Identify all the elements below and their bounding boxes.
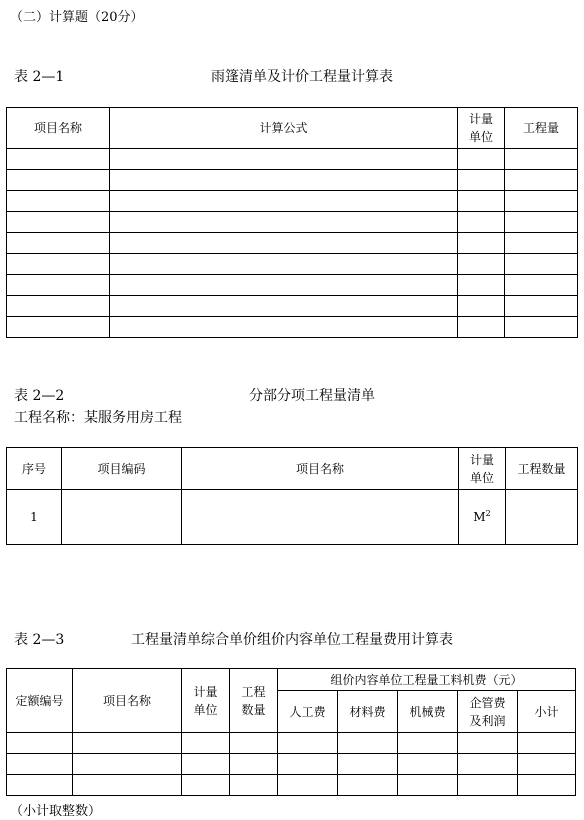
table-cell [518, 754, 576, 775]
table-cell [458, 212, 505, 233]
table2-cell-name [182, 490, 459, 545]
table-cell [398, 754, 458, 775]
table-cell [7, 254, 110, 275]
table-cell [7, 296, 110, 317]
section-title: （二）计算题（20分） [10, 10, 144, 25]
table3-header-row1 [7, 669, 576, 691]
table-cell [518, 775, 576, 796]
table-cell [182, 733, 230, 754]
table-cell [505, 170, 578, 191]
table-cell [278, 754, 338, 775]
table-cell [458, 775, 518, 796]
table-cell [338, 733, 398, 754]
table1-title: 雨篷清单及计价工程量计算表 [211, 69, 393, 85]
table-cell [458, 733, 518, 754]
table3 [6, 668, 576, 796]
table-cell [7, 233, 110, 254]
table2-cell-unit [459, 490, 506, 545]
table1-header-name: 项目名称 [7, 108, 110, 149]
table-cell [505, 149, 578, 170]
table-row [7, 170, 578, 191]
table-cell [182, 754, 230, 775]
table1-label: 表 2—1 [14, 69, 65, 85]
table3-header-name: 项目名称 [73, 669, 182, 733]
table-cell [458, 275, 505, 296]
table-row [7, 275, 578, 296]
table-row [7, 191, 578, 212]
table-cell [73, 733, 182, 754]
table-cell [73, 754, 182, 775]
table1 [6, 107, 578, 338]
table3-header-subtotal: 小计 [518, 691, 576, 733]
table2-cell-qty [506, 490, 578, 545]
table3-header-quota-no: 定额编号 [7, 669, 73, 733]
table-cell [458, 233, 505, 254]
table2-unit-sup: 2 [485, 509, 491, 518]
table-row [7, 317, 578, 338]
table-row [7, 296, 578, 317]
table-cell [505, 254, 578, 275]
table-cell [7, 275, 110, 296]
table-cell [110, 191, 458, 212]
table-cell [7, 191, 110, 212]
table3-title: 工程量清单综合单价组价内容单位工程量费用计算表 [131, 632, 453, 648]
table2-header-seq: 序号 [7, 448, 62, 490]
table2-project-name: 工程名称：某服务用房工程 [14, 410, 182, 426]
table-cell [110, 233, 458, 254]
table-cell [338, 775, 398, 796]
table3-header-material: 材料费 [338, 691, 398, 733]
table-cell [110, 275, 458, 296]
table-cell [7, 733, 73, 754]
table-cell [458, 317, 505, 338]
table3-header-qty-line2: 数量 [241, 702, 266, 717]
table3-header-labor: 人工费 [278, 691, 338, 733]
table2-header-unit-line1: 计量 [469, 452, 494, 467]
table3-header-unit-line2: 单位 [193, 702, 218, 717]
table-cell [230, 733, 278, 754]
table-cell [398, 733, 458, 754]
table-cell [338, 754, 398, 775]
table-cell [7, 754, 73, 775]
table-row [7, 754, 576, 775]
table-cell [458, 296, 505, 317]
table3-header-group: 组价内容单位工程量工料机费（元） [278, 669, 576, 691]
table-cell [458, 191, 505, 212]
table3-header-machine: 机械费 [398, 691, 458, 733]
table2 [6, 447, 578, 545]
table3-header-qty-line1: 工程 [241, 684, 266, 699]
table2-header-unit-line2: 单位 [469, 470, 494, 485]
table-cell [505, 212, 578, 233]
table-cell [7, 317, 110, 338]
table-cell [230, 775, 278, 796]
table-cell [458, 254, 505, 275]
table3-header-unit-line1: 计量 [193, 684, 218, 699]
footnote: （小计取整数） [10, 804, 102, 819]
table-row [7, 775, 576, 796]
table-cell [7, 212, 110, 233]
table2-header-row [7, 448, 578, 490]
table-row [7, 254, 578, 275]
table1-header-formula: 计算公式 [110, 108, 458, 149]
table-cell [230, 754, 278, 775]
table1-header-unit-line1: 计量 [468, 112, 493, 126]
table-cell [505, 191, 578, 212]
table-row [7, 212, 578, 233]
table-cell [110, 170, 458, 191]
table2-header-unit [459, 448, 506, 490]
table2-label: 表 2—2 [14, 388, 65, 404]
table3-header-mgmt [458, 691, 518, 733]
table-row [7, 149, 578, 170]
table-cell [458, 170, 505, 191]
table3-header-qty [230, 669, 278, 733]
table-cell [458, 754, 518, 775]
table-cell [73, 775, 182, 796]
table-cell [505, 317, 578, 338]
table3-header-mgmt-line2: 及利润 [469, 713, 506, 728]
table2-cell-seq: 1 [7, 490, 62, 545]
table1-header-unit-line2: 单位 [468, 130, 493, 144]
table-cell [505, 233, 578, 254]
table-cell [505, 275, 578, 296]
table-cell [7, 170, 110, 191]
table2-cell-code [62, 490, 182, 545]
table-row [7, 233, 578, 254]
table3-label: 表 2—3 [14, 632, 65, 648]
table-cell [398, 775, 458, 796]
table1-header-qty: 工程量 [505, 108, 578, 149]
table-cell [110, 149, 458, 170]
table-cell [458, 149, 505, 170]
table2-header-name: 项目名称 [182, 448, 459, 490]
table-cell [110, 254, 458, 275]
table-cell [110, 296, 458, 317]
table2-title: 分部分项工程量清单 [249, 388, 375, 404]
table3-header-mgmt-line1: 企管费 [469, 695, 506, 710]
table-cell [518, 733, 576, 754]
table2-header-qty: 工程数量 [506, 448, 578, 490]
table-cell [278, 733, 338, 754]
table1-header-unit [458, 108, 505, 149]
table-cell [505, 296, 578, 317]
table-cell [110, 317, 458, 338]
table-cell [110, 212, 458, 233]
table-cell [7, 149, 110, 170]
table-row [7, 490, 578, 545]
table-row [7, 733, 576, 754]
table-cell [7, 775, 73, 796]
table1-header-row [7, 108, 578, 149]
table3-header-unit [182, 669, 230, 733]
table2-header-code: 项目编码 [62, 448, 182, 490]
table-cell [182, 775, 230, 796]
table-cell [278, 775, 338, 796]
table2-unit-text: M [473, 510, 486, 524]
